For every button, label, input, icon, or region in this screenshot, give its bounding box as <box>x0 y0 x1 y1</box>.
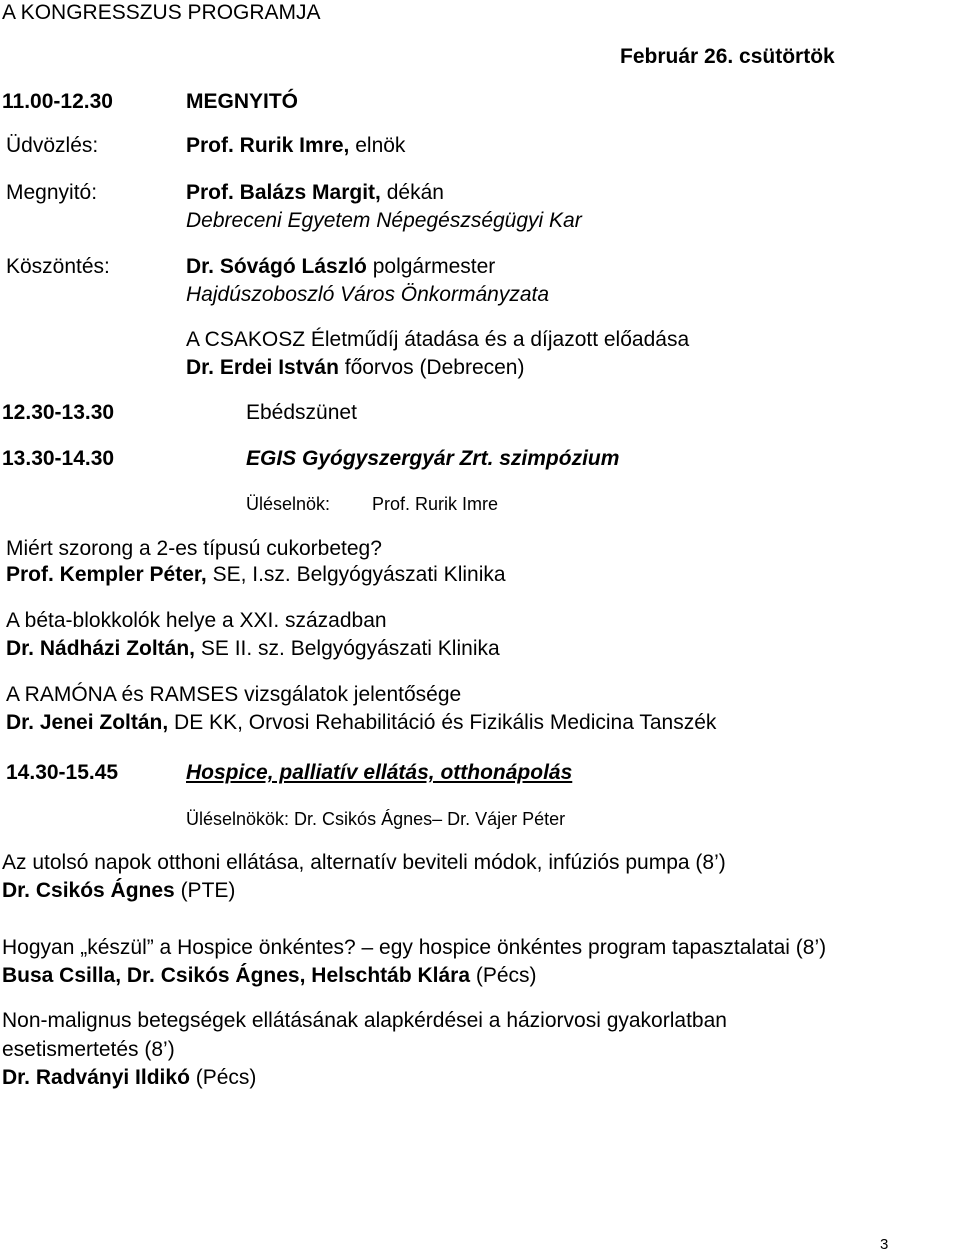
hospice-talk-speaker-line <box>2 1065 256 1091</box>
hospice-chairs: Üléselnökök: Dr. Csikós Ágnes– Dr. Vájer Péter <box>186 809 566 829</box>
greeting-role: polgármester <box>366 255 496 278</box>
egis-talk-affiliation: SE II. sz. Belgyógyászati Klinika <box>195 637 500 660</box>
egis-talk-speaker: Dr. Jenei Zoltán, <box>6 711 169 734</box>
award-line <box>186 355 524 381</box>
hospice-talk-speaker: Dr. Radványi Ildikó <box>2 1066 190 1089</box>
lunch-label: Ebédszünet <box>246 401 357 424</box>
egis-talk-affiliation: SE, I.sz. Belgyógyászati Klinika <box>206 563 506 586</box>
opener-institution: Debreceni Egyetem Népegészségügyi Kar <box>186 209 582 232</box>
welcome-line <box>186 133 405 159</box>
opener-label: Megnyitó: <box>6 181 98 204</box>
egis-talk-speaker-line <box>6 710 716 736</box>
opening-time: 11.00-12.30 <box>2 90 113 113</box>
welcome-name: Prof. Rurik Imre, <box>186 134 350 157</box>
egis-talk-speaker: Dr. Nádházi Zoltán, <box>6 637 196 660</box>
hospice-talk-title-cont: esetismertetés (8’) <box>2 1038 175 1061</box>
opening-heading: MEGNYITÓ <box>186 90 299 113</box>
hospice-talk-speaker: Dr. Csikós Ágnes <box>2 879 175 902</box>
hospice-talk-affiliation: (Pécs) <box>470 964 537 987</box>
opener-name: Prof. Balázs Margit, <box>186 181 381 204</box>
hospice-talk-speaker-line <box>2 878 235 904</box>
egis-talk-affiliation: DE KK, Orvosi Rehabilitáció és Fizikális Medicina Tanszék <box>168 711 717 734</box>
hospice-talk-speaker-line <box>2 963 537 989</box>
welcome-label: Üdvözlés: <box>6 134 99 157</box>
greeting-label: Köszöntés: <box>6 255 110 278</box>
hospice-talk-affiliation: (PTE) <box>174 879 236 902</box>
lunch-time: 12.30-13.30 <box>2 401 115 424</box>
welcome-role: elnök <box>349 134 406 157</box>
opener-line <box>186 180 444 206</box>
page-title: A KONGRESSZUS PROGRAMJA <box>2 1 321 24</box>
egis-talk-speaker: Prof. Kempler Péter, <box>6 563 207 586</box>
egis-time: 13.30-14.30 <box>2 447 115 470</box>
hospice-talk-title: Az utolsó napok otthoni ellátása, alternatív beviteli módok, infúziós pumpa (8’) <box>2 851 726 874</box>
hospice-talk-title: Non-malignus betegségek ellátásának alapkérdései a háziorvosi gyakorlatban <box>2 1009 727 1032</box>
hospice-talk-speaker: Busa Csilla, Dr. Csikós Ágnes, Helschtáb Klára <box>2 964 471 987</box>
egis-talk-title: A RAMÓNA és RAMSES vizsgálatok jelentősége <box>6 683 462 706</box>
hospice-title: Hospice, palliatív ellátás, otthonápolás <box>186 761 573 784</box>
hospice-time: 14.30-15.45 <box>6 761 119 784</box>
hospice-talk-affiliation: (Pécs) <box>189 1066 257 1089</box>
award-text: A CSAKOSZ Életműdíj átadása és a díjazott előadása <box>186 328 690 351</box>
greeting-name: Dr. Sóvágó László <box>186 255 367 278</box>
egis-chair-label: Üléselnök: <box>246 494 331 514</box>
greeting-line <box>186 254 495 280</box>
egis-talk-speaker-line <box>6 636 500 662</box>
award-name: Dr. Erdei István <box>186 356 339 379</box>
opener-role: dékán <box>380 181 444 204</box>
hospice-talk-title: Hogyan „készül” a Hospice önkéntes? – egy hospice önkéntes program tapasztalatai (8’) <box>2 936 827 959</box>
egis-title: EGIS Gyógyszergyár Zrt. szimpózium <box>246 447 620 470</box>
award-role: főorvos (Debrecen) <box>338 356 525 379</box>
egis-talk-title: Miért szorong a 2-es típusú cukorbeteg? <box>6 537 382 560</box>
egis-talk-title: A béta-blokkolók helye a XXI. században <box>6 609 387 632</box>
program-date: Február 26. csütörtök <box>620 45 835 68</box>
greeting-institution: Hajdúszoboszló Város Önkormányzata <box>186 283 550 306</box>
page-number: 3 <box>880 1236 889 1253</box>
egis-chair-name: Prof. Rurik Imre <box>372 494 499 514</box>
egis-talk-speaker-line <box>6 562 506 588</box>
